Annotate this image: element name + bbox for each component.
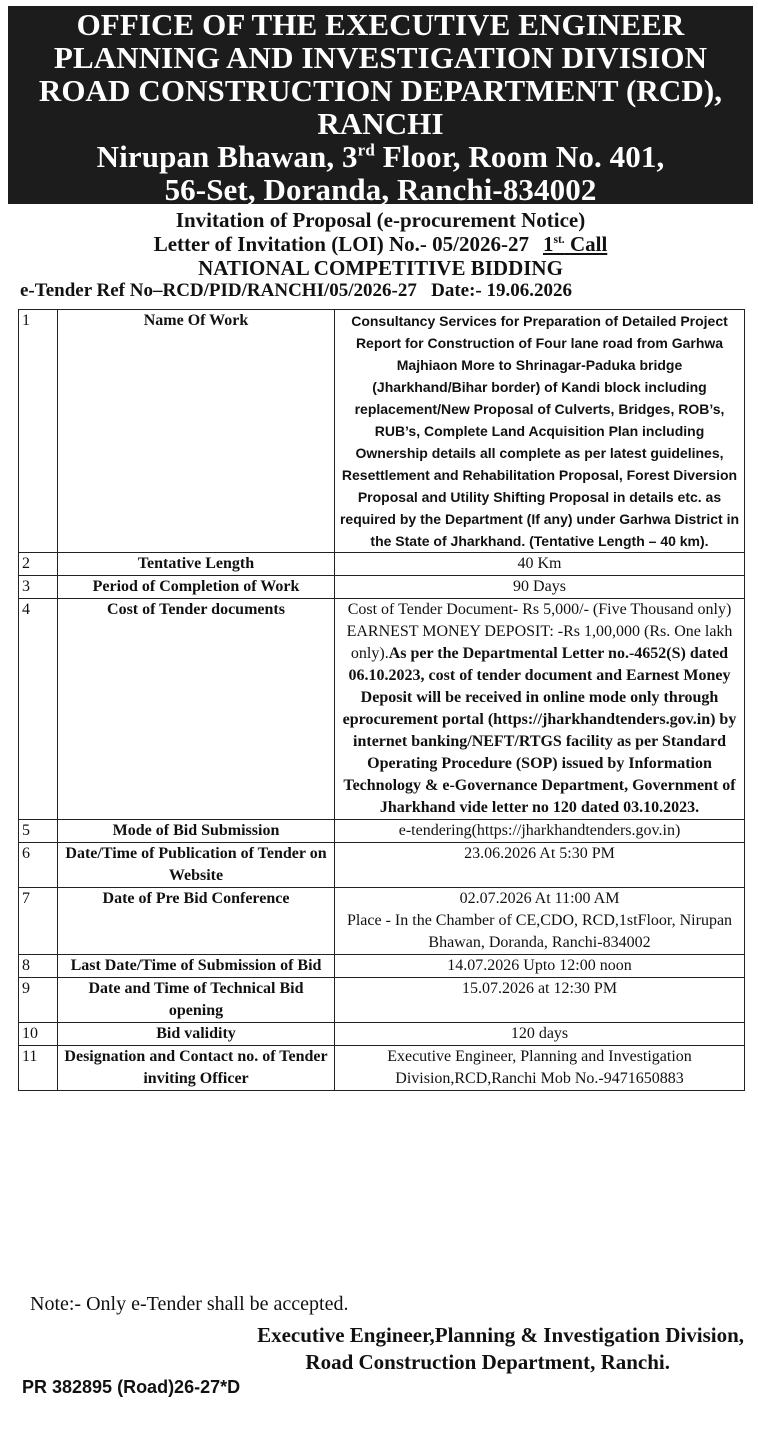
call-indicator: $1^{st.}$ Call — [542, 232, 608, 256]
table-row — [19, 599, 745, 820]
table-row — [19, 310, 745, 553]
row-label: Date and Time of Technical Bid opening — [58, 978, 335, 1023]
header-line-office: OFFICE OF THE EXECUTIVE ENGINEER — [76, 7, 685, 42]
header-line-division: PLANNING AND INVESTIGATION DIVISION — [53, 40, 708, 75]
signature-designation: Executive Engineer,Planning & Investigation Division, — [257, 1323, 744, 1347]
office-header — [8, 6, 753, 207]
table-row — [19, 1023, 745, 1046]
row-number: 11 — [19, 1046, 58, 1091]
header-line-address-1: Nirupan Bhawan, 3rd Floor, Room No. 401, — [96, 139, 665, 174]
table-row — [19, 1046, 745, 1091]
row-label: Last Date/Time of Submission of Bid — [58, 955, 335, 978]
row-value: 02.07.2026 At 11:00 AM Place - In the Chamber of CE,CDO, RCD,1stFloor, Nirupan Bhawan, Doranda, Ranchi-834002 — [335, 888, 745, 955]
header-line-address-2: 56-Set, Doranda, Ranchi-834002 — [164, 172, 597, 207]
row-number: 1 — [19, 310, 58, 553]
bidding-type: NATIONAL COMPETITIVE BIDDING — [198, 256, 563, 280]
row-number: 2 — [19, 553, 58, 576]
row-number: 10 — [19, 1023, 58, 1046]
header-line-department: ROAD CONSTRUCTION DEPARTMENT (RCD), — [38, 73, 723, 108]
tender-reference: e-Tender Ref No–RCD/PID/RANCHI/05/2026-27 Date:- 19.06.2026 — [20, 280, 573, 301]
row-number: 5 — [19, 820, 58, 843]
row-value: 90 Days — [335, 576, 745, 599]
pr-reference: PR 382895 (Road)26-27*D — [22, 1377, 241, 1397]
table-row — [19, 576, 745, 599]
notice-date: Date:- 19.06.2026 — [431, 280, 573, 301]
row-label: Mode of Bid Submission — [58, 820, 335, 843]
row-label: Bid validity — [58, 1023, 335, 1046]
notice-heading — [8, 208, 753, 302]
table-row — [19, 978, 745, 1023]
row-value: e-tendering(https://jharkhandtenders.gov.in) — [335, 820, 745, 843]
row-value: 14.07.2026 Upto 12:00 noon — [335, 955, 745, 978]
table-row — [19, 955, 745, 978]
signature-block — [257, 1322, 744, 1376]
row-number: 9 — [19, 978, 58, 1023]
row-label: Designation and Contact no. of Tender inviting Officer — [58, 1046, 335, 1091]
row-number: 4 — [19, 599, 58, 820]
row-value: 15.07.2026 at 12:30 PM — [335, 978, 745, 1023]
row-value: 120 days — [335, 1023, 745, 1046]
row-value: Consultancy Services for Preparation of Detailed Project Report for Construction of Four lane road from Garhwa Majhiaon More to Shrinagar-Paduka bridge (Jharkhand/Bihar border) of Kandi block including replacement/New Proposal of Culverts, Bridges, ROB’s, RUB’s, Complete Land Acquisition Plan including Ownership details all complete as per latest guidelines, Resettlement and Rehabilitation Proposal, Forest Diversion Proposal and Utility Shifting Proposal in details etc. as required by the Department (If any) under Garhwa District in the State of Jharkhand. (Tentative Length – 40 km). — [335, 310, 745, 553]
row-value: Cost of Tender Document- Rs 5,000/- (Five Thousand only) EARNEST MONEY DEPOSIT: -Rs 1,00,000 (Rs. One lakh only).As per the Departmental Letter no.-4652(S) dated 06.10.2023, cost of tender document and Earnest Money Deposit will be received in online mode only through eprocurement portal (https://jharkhandtenders.gov.in) by internet banking/NEFT/RTGS facility as per Standard Operating Procedure (SOP) issued by Information Technology & e-Governance Department, Government of Jharkhand vide letter no 120 dated 03.10.2023. — [335, 599, 745, 820]
signature-department: Road Construction Department, Ranchi. — [305, 1350, 670, 1374]
row-label: Cost of Tender documents — [58, 599, 335, 820]
row-number: 7 — [19, 888, 58, 955]
table-row — [19, 820, 745, 843]
row-label: Date of Pre Bid Conference — [58, 888, 335, 955]
row-label: Name Of Work — [58, 310, 335, 553]
table-row — [19, 843, 745, 888]
loi-number: Letter of Invitation (LOI) No.- 05/2026-27 $1^{st.}$ Call — [153, 232, 608, 256]
row-number: 8 — [19, 955, 58, 978]
row-value: Executive Engineer, Planning and Investigation Division,RCD,Ranchi Mob No.-9471650883 — [335, 1046, 745, 1091]
row-value: 23.06.2026 At 5:30 PM — [335, 843, 745, 888]
row-label: Period of Completion of Work — [58, 576, 335, 599]
notice-title: Invitation of Proposal (e-procurement Notice) — [175, 208, 586, 232]
row-number: 3 — [19, 576, 58, 599]
row-value: 40 Km — [335, 553, 745, 576]
row-label: Tentative Length — [58, 553, 335, 576]
tender-details-table — [18, 309, 745, 1091]
header-line-city: RANCHI — [317, 106, 444, 141]
row-number: 6 — [19, 843, 58, 888]
table-row — [19, 553, 745, 576]
row-label: Date/Time of Publication of Tender on Website — [58, 843, 335, 888]
table-row — [19, 888, 745, 955]
tender-note: Note:- Only e-Tender shall be accepted. — [30, 1293, 349, 1315]
